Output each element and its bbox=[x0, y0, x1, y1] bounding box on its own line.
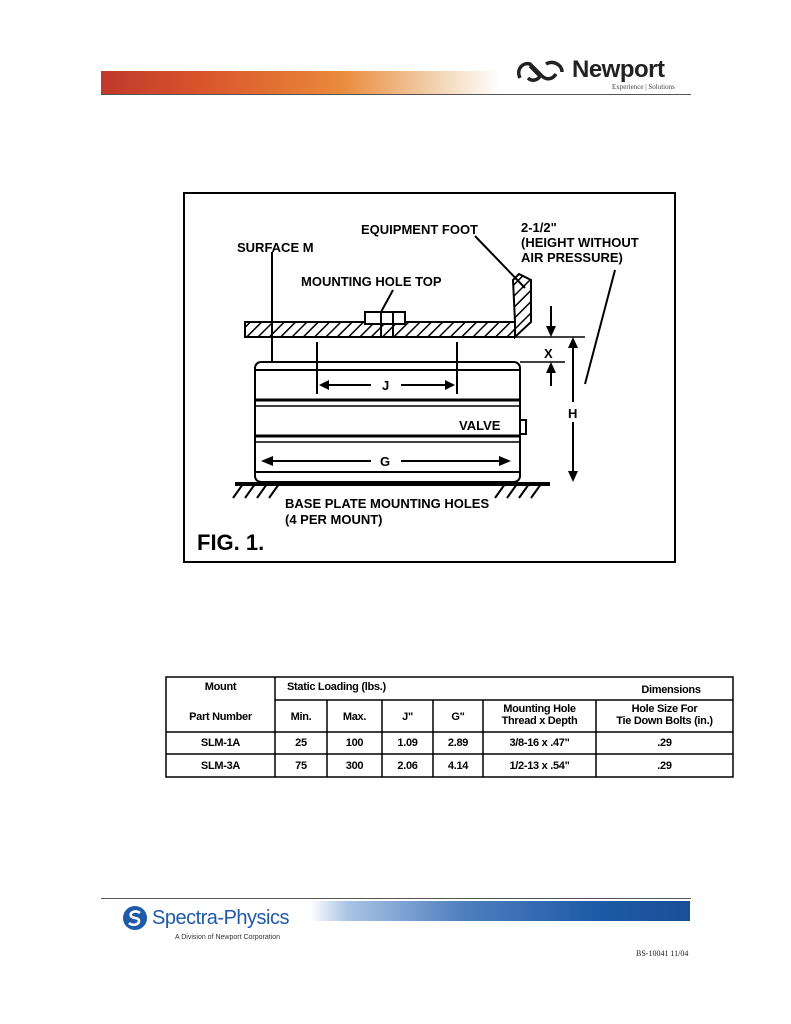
footer-rule bbox=[101, 898, 691, 899]
row2-max: 300 bbox=[345, 760, 364, 772]
spectra-physics-tagline: A Division of Newport Corporation bbox=[175, 934, 281, 941]
figure-caption: FIG. 1. bbox=[197, 530, 265, 555]
row2-part-number: SLM-3A bbox=[200, 760, 241, 772]
row2-g: 4.14 bbox=[447, 760, 469, 772]
row1-j: 1.09 bbox=[397, 737, 418, 749]
header-static-loading: Static Loading (lbs.) bbox=[287, 681, 386, 693]
spectra-physics-swirl-icon bbox=[122, 905, 148, 931]
col-min: Min. bbox=[290, 711, 312, 723]
row1-part-number: SLM-1A bbox=[200, 737, 241, 749]
mounting-hole-leader bbox=[381, 290, 393, 312]
footer-accent-band bbox=[310, 901, 690, 921]
newport-tagline: Experience | Solutions bbox=[612, 83, 675, 91]
label-height-note-2: AIR PRESSURE) bbox=[521, 250, 623, 265]
header-accent-band bbox=[101, 71, 500, 95]
col-mounting-hole-line2: Thread x Depth bbox=[501, 715, 578, 727]
figure-1 bbox=[183, 192, 676, 563]
col-hole-size-line1: Hole Size For bbox=[631, 703, 698, 715]
col-hole-size-line2: Tie Down Bolts (in.) bbox=[616, 715, 713, 727]
col-g: G" bbox=[451, 711, 465, 723]
label-surface-m: SURFACE M bbox=[237, 240, 314, 255]
row1-min: 25 bbox=[295, 737, 307, 749]
col-mounting-hole-line1: Mounting Hole bbox=[503, 703, 576, 715]
col-j: J" bbox=[402, 711, 413, 723]
label-dim-j: J bbox=[382, 378, 390, 393]
header-dimensions: Dimensions bbox=[641, 684, 701, 696]
spectra-physics-wordmark: Spectra-Physics bbox=[152, 907, 289, 929]
label-base-plate-1: BASE PLATE MOUNTING HOLES bbox=[285, 496, 490, 511]
figure-1-drawing bbox=[185, 194, 674, 561]
row1-hole-size: .29 bbox=[657, 737, 672, 749]
newport-logo bbox=[516, 56, 688, 96]
mounting-bolt-head bbox=[365, 312, 405, 324]
spectra-physics-logo bbox=[122, 905, 322, 947]
label-height-value: 2-1/2" bbox=[521, 220, 557, 235]
label-dim-g: G bbox=[380, 454, 391, 469]
label-height-note-1: (HEIGHT WITHOUT bbox=[521, 235, 639, 250]
col-part-number: Part Number bbox=[189, 711, 252, 723]
label-dim-x: X bbox=[544, 346, 553, 361]
row2-thread: 1/2-13 x .54" bbox=[509, 760, 570, 772]
newport-wordmark: Newport bbox=[572, 56, 665, 83]
height-leader bbox=[585, 270, 615, 384]
label-base-plate-2: (4 PER MOUNT) bbox=[285, 512, 383, 527]
equipment-foot-leader bbox=[475, 236, 525, 288]
row2-j: 2.06 bbox=[397, 760, 418, 772]
label-valve: VALVE bbox=[459, 418, 501, 433]
label-dim-h: H bbox=[568, 406, 578, 421]
label-equipment-foot: EQUIPMENT FOOT bbox=[361, 222, 478, 237]
col-max: Max. bbox=[342, 711, 367, 723]
valve-stub bbox=[520, 420, 526, 434]
spec-table bbox=[165, 676, 734, 778]
newport-logo-mark-icon bbox=[516, 58, 566, 84]
row2-min: 75 bbox=[295, 760, 307, 772]
header-mount: Mount bbox=[204, 681, 237, 693]
row1-thread: 3/8-16 x .47" bbox=[509, 737, 570, 749]
row2-hole-size: .29 bbox=[657, 760, 672, 772]
row1-max: 100 bbox=[345, 737, 364, 749]
label-mounting-hole-top: MOUNTING HOLE TOP bbox=[301, 274, 442, 289]
row1-g: 2.89 bbox=[447, 737, 469, 749]
document-code: BS-10041 11/04 bbox=[636, 949, 689, 958]
